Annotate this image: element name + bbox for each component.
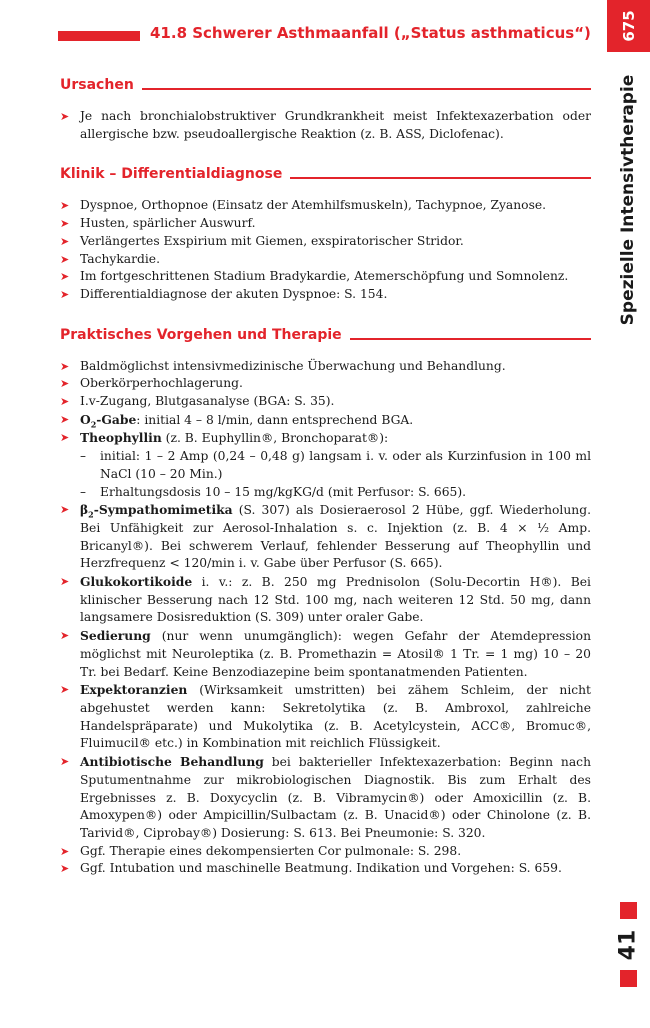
arrow-bullet-icon: ➤: [60, 217, 70, 231]
dash-bullet-icon: –: [80, 484, 86, 499]
section-heading-klinik: [60, 165, 591, 183]
arrow-bullet-icon: ➤: [60, 862, 70, 876]
section-heading-ursachen: [60, 76, 591, 94]
ursachen-list: [60, 108, 591, 143]
arrow-bullet-icon: ➤: [60, 234, 70, 248]
sub-list-item: – Erhaltungsdosis 10 – 15 mg/kgKG/d (mit Perfusor: S. 665).: [60, 484, 591, 502]
klinik-list: [60, 197, 591, 303]
term-expektoranzien: Expektoranzien: [80, 682, 188, 698]
term-sedierung: Sedierung: [80, 628, 151, 644]
list-item: ➤ Baldmöglichst intensivmedizinische Überwachung und Behandlung.: [60, 358, 591, 376]
dash-bullet-icon: –: [80, 449, 86, 464]
chapter-marker-top: [620, 902, 637, 919]
arrow-bullet-icon: ➤: [60, 395, 70, 409]
list-item: ➤ Husten, spärlicher Auswurf.: [60, 215, 591, 233]
arrow-bullet-icon: ➤: [60, 431, 70, 445]
arrow-bullet-icon: ➤: [60, 287, 70, 301]
chapter-marker-bottom: [620, 970, 637, 987]
list-item: ➤ Sedierung (nur wenn unumgänglich): wegen Gefahr der Atemdepression möglichst mit Neuroleptika (z. B. Promethazin = Atosil® 1 Tr. = 1 mg) 10 – 20 Tr. bei Bedarf. Keine Benzodiazepine beim spontanatmenden Patienten.: [60, 628, 591, 679]
section-title: 41.8 Schwerer Asthmaanfall („Status asthmaticus“): [150, 24, 591, 42]
term-theophyllin: Theophyllin: [80, 430, 162, 446]
list-item: ➤ Glukokortikoide i. v.: z. B. 250 mg Prednisolon (Solu-Decortin H®). Bei klinischer Besserung nach 12 Std. 100 mg, nach weiteren 12 Std. 50 mg, dann langsamere Dosisreduktion (S. 309) unter oraler Gabe.: [60, 574, 591, 625]
chapter-number: 41: [615, 929, 641, 961]
list-item: ➤ $O_2$-Gabe: initial 4 – 8 l/min, dann entsprechend BGA.: [60, 411, 414, 430]
list-item: ➤ Ggf. Therapie eines dekompensierten Cor pulmonale: S. 298.: [60, 843, 591, 861]
list-item: ➤ I.v-Zugang, Blutgasanalyse (BGA: S. 35).: [60, 393, 591, 411]
list-item: ➤ Ggf. Intubation und maschinelle Beatmung. Indikation und Vorgehen: S. 659.: [60, 860, 591, 878]
arrow-bullet-icon: ➤: [60, 359, 70, 373]
heading-label: Klinik – Differentialdiagnose: [60, 166, 283, 183]
arrow-bullet-icon: ➤: [60, 683, 70, 697]
list-item: ➤ $\beta_2$-Sympathomimetika (S. 307) als Dosieraerosol 2 Hübe, ggf. Wiederholung. Bei Unfähigkeit zur Aerosol-Inhalation s. c. Injektion (z. B. 4 × ½ Amp. Bricanyl®). Bei schwerem Verlauf, fehlender Besserung auf Theophyllin und Herzfrequenz < 120/min i. v. Gabe über Perfusor (S. 665).: [60, 502, 591, 571]
arrow-bullet-icon: ➤: [60, 110, 70, 123]
list-item: ➤ Im fortgeschrittenen Stadium Bradykardie, Atemerschöpfung und Somnolenz.: [60, 268, 591, 286]
list-item: ➤ Tachykardie.: [60, 251, 591, 269]
list-item: ➤ Je nach bronchialobstruktiver Grundkrankheit meist Infektexazerbation oder allergische bzw. pseudoallergische Reaktion (z. B. ASS, Diclofenac).: [60, 109, 591, 141]
header-accent-bar: [58, 31, 140, 41]
section-heading-therapie: [60, 326, 591, 344]
heading-label: Praktisches Vorgehen und Therapie: [60, 326, 342, 343]
list-item: ➤ Expektoranzien (Wirksamkeit umstritten) bei zähem Schleim, der nicht abgehustet werden kann: Sekretolytika (z. B. Ambroxol, zahlreiche Handelspräparate) und Mukolytika (z. B. Acetylcystein, ACC®, Bromuc®, Fluimucil® etc.) in Kombination mit reichlich Flüssigkeit.: [60, 682, 591, 751]
list-item: ➤ Dyspnoe, Orthopnoe (Einsatz der Atemhilfsmuskeln), Tachypnoe, Zyanose.: [60, 197, 591, 215]
term-glukokortikoide: Glukokortikoide: [80, 574, 193, 590]
side-chapter-title: Spezielle Intensivtherapie: [618, 74, 638, 326]
heading-label: Ursachen: [60, 77, 134, 93]
arrow-bullet-icon: ➤: [60, 575, 70, 589]
heading-rule: [350, 338, 591, 340]
arrow-bullet-icon: ➤: [60, 629, 70, 643]
term-beta2-sympathomimetika: $\beta_2$-Sympathomimetika: [80, 502, 233, 520]
arrow-bullet-icon: ➤: [60, 377, 70, 391]
sub-list-item: – initial: 1 – 2 Amp (0,24 – 0,48 g) langsam i. v. oder als Kurzinfusion in 100 ml NaCl (10 – 20 Min.): [80, 449, 591, 481]
list-item: ➤ Theophyllin (z. B. Euphyllin®, Bronchoparat®):: [60, 430, 389, 446]
arrow-bullet-icon: ➤: [60, 270, 70, 284]
list-item: ➤ Verlängertes Exspirium mit Giemen, exspiratorischer Stridor.: [60, 233, 591, 251]
arrow-bullet-icon: ➤: [60, 755, 70, 769]
page-number-tab: [607, 0, 650, 52]
list-item: ➤ Antibiotische Behandlung bei bakterieller Infektexazerbation: Beginn nach Sputumentnahme zur mikrobiologischen Diagnostik. Bis zum Erhalt des Ergebnisses z. B. Doxycyclin (z. B. Vibramycin®) oder Amoxicillin (z. B. Amoxypen®) oder Ampicillin/Sulbactam (z. B. Unacid®) oder Chinolone (z. B. Tarivid®, Ciprobay®) Dosierung: S. 613. Bei Pneumonie: S. 320.: [60, 754, 591, 840]
list-item: ➤ Differentialdiagnose der akuten Dyspnoe: S. 154.: [60, 286, 591, 304]
heading-rule: [142, 88, 591, 90]
arrow-bullet-icon: ➤: [60, 252, 70, 266]
page-number: 675: [619, 10, 638, 42]
term-o2-gabe: $O_2$-Gabe: [80, 411, 137, 430]
arrow-bullet-icon: ➤: [60, 503, 70, 517]
arrow-bullet-icon: ➤: [60, 199, 70, 213]
main-content: [60, 76, 591, 900]
term-antibiotische-behandlung: Antibiotische Behandlung: [80, 754, 264, 770]
list-item: ➤ Oberkörperhochlagerung.: [60, 375, 591, 393]
heading-rule: [290, 177, 591, 179]
arrow-bullet-icon: ➤: [60, 844, 70, 858]
therapie-list: [60, 358, 591, 878]
arrow-bullet-icon: ➤: [60, 412, 70, 426]
